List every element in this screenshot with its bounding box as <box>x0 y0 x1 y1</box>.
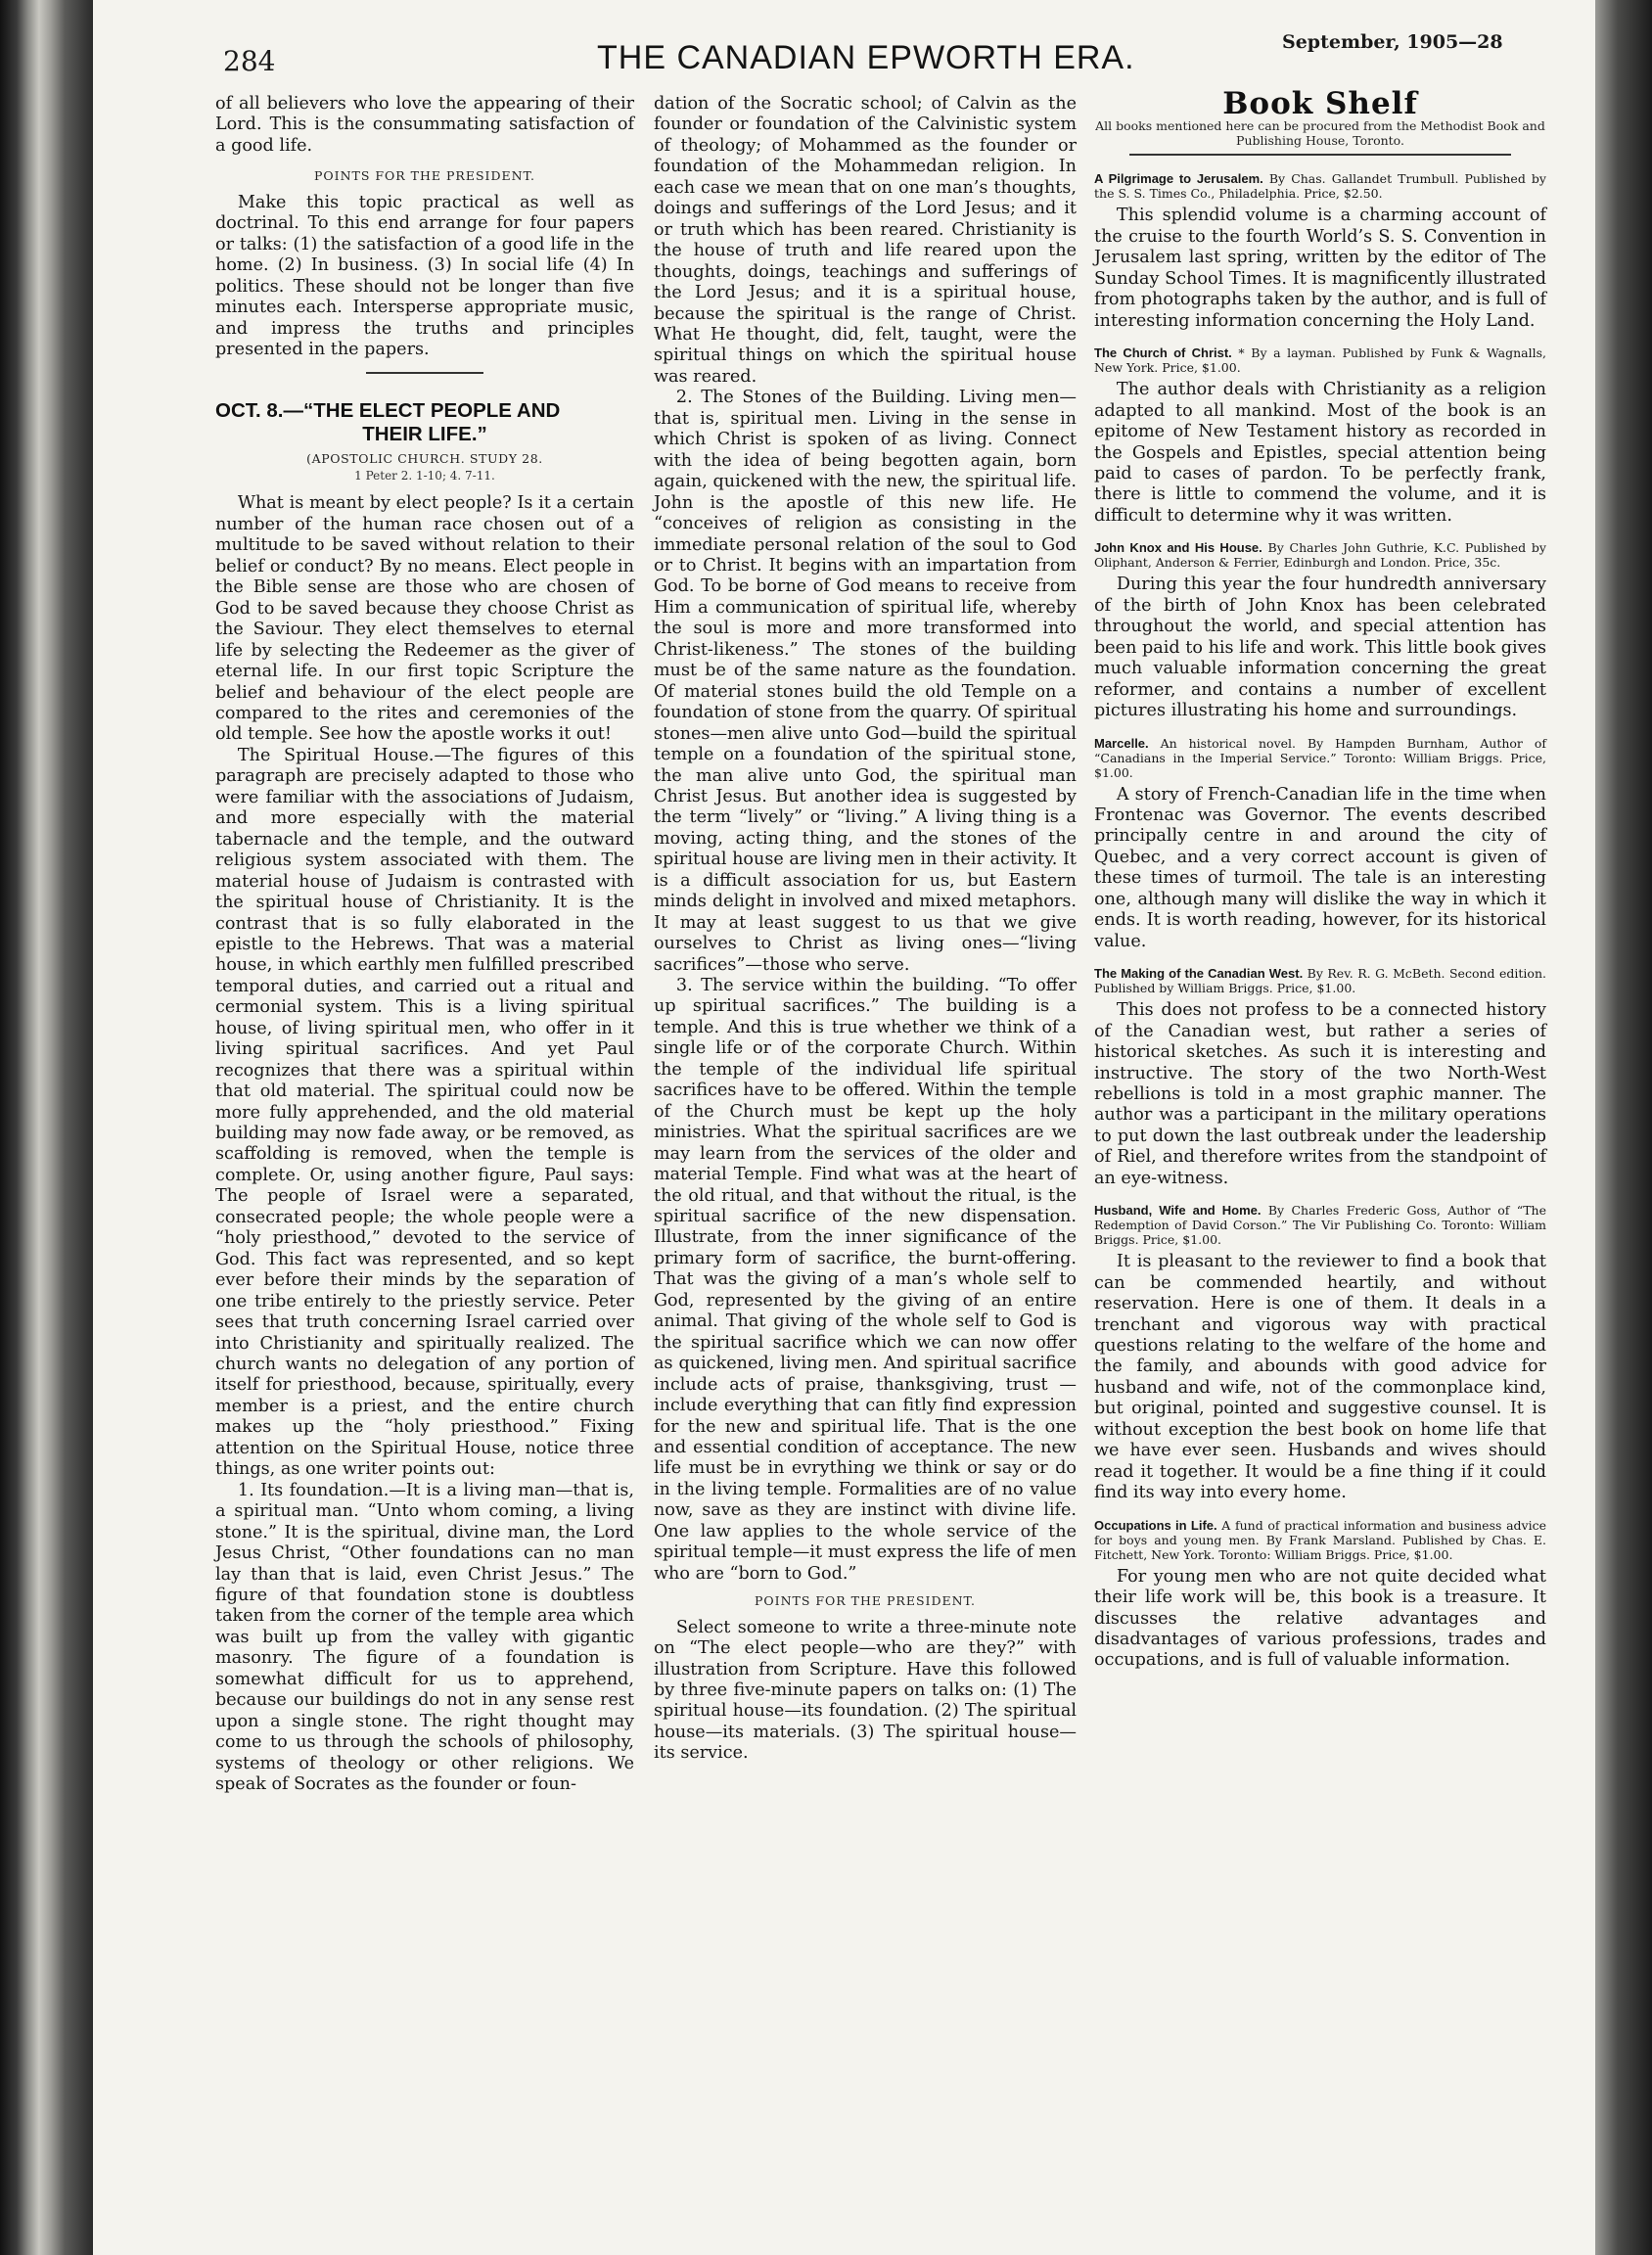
book-review <box>1094 1203 1546 1503</box>
review-body: This splendid volume is a charming account of the cruise to the fourth World’s S. S. Convention in Jerusalem last spring, written by the editor of The Sunday School Times. It is magnificently illustrated from photographs taken by the author, and is full of interesting information concerning the Holy Land. <box>1094 206 1546 331</box>
masthead: THE CANADIAN EPWORTH ERA. <box>597 39 1135 76</box>
book-details: By Chas. Gallandet Trumbull. Published by the S. S. Times Co., Philadelphia. Price, $2.50. <box>1094 171 1546 202</box>
book-details: * By a layman. Published by Funk & Wagnalls, New York. Price, $1.00. <box>1094 345 1547 376</box>
book-title: A Pilgrimage to Jerusalem. <box>1094 171 1263 187</box>
col1-points-text: Make this topic practical as well as doctrinal. To this end arrange for four papers or talks: (1) the satisfaction of a good life in the home. (2) In business. (3) In social life (4) In politics. These should not be longer than five minutes each. Intersperse appropriate music, and impress the truths and principles presented in the papers. <box>215 192 634 359</box>
col2-paragraph-1: dation of the Socratic school; of Calvin as the founder or foundation of the Calvinistic system of theology; of Mohammed as the founder or foundation of the Mohammedan religion. In each case we mean that on one man’s thoughts, doings and sufferings of the Lord Jesus; and it or truth which has been reared. Christianity is the house of truth and life reared upon the thoughts, doings, teachings and sufferings of the Lord Jesus; and it is a spiritual house, because the spiritual is the range of Christ. What He thought, did, felt, taught, were the spiritual things on which the spiritual house was reared. <box>654 94 1077 387</box>
lesson-scripture-ref: 1 Peter 2. 1-10; 4. 7-11. <box>354 469 495 483</box>
book-title: John Knox and His House. <box>1094 540 1262 556</box>
col1-points-heading: POINTS FOR THE PRESIDENT. <box>313 168 536 184</box>
review-list <box>1094 171 1546 1671</box>
book-binding <box>0 0 93 2255</box>
col1-paragraph-2: The Spiritual House.—The figures of this paragraph are precisely adapted to those who were familiar with the associations of Judaism, and more especially with the material tabernacle and the temple, and the outward religious system associated with them. The material house of Judaism is contrasted with the spiritual house of Christianity. It is the contrast that is so fully elaborated in the epistle to the Hebrews. That was a material house, in which earthly men fulfilled prescribed temporal duties, and carried out a ritual and cermonial system. This is a living spiritual house, of living spiritual men, who offer in it living spiritual sacrifices. And yet Paul recognizes that there was a spiritual within that old material. The spiritual could now be more fully apprehended, and the old material building may now fade away, or be removed, as scaffolding is removed, when the temple is complete. Or, using another figure, Paul says: The people of Israel were a separated, consecrated people; the whole people were a “holy priesthood,” devoted to the service of God. This fact was represented, and so kept ever before their minds by the separation of one tribe entirely to the priestly service. Peter sees that truth concerning Israel carried over into Christianity and spiritually realized. The church wants no delegation of any portion of itself for priesthood, because, spiritually, every member is a priest, and the entire church makes up the “holy priesthood.” Fixing attention on the Spiritual House, notice three things, as one writer points out: <box>215 745 634 1480</box>
lesson-subtitle: (APOSTOLIC CHURCH. STUDY 28. <box>306 451 543 467</box>
review-citation <box>1094 540 1546 570</box>
book-details: By Rev. R. G. McBeth. Second edition. Published by William Briggs. Price, $1.00. <box>1094 966 1546 996</box>
book-details: An historical novel. By Hampden Burnham, Author of “Canadians in the Imperial Service.” Toronto: William Briggs. Price, $1.00. <box>1094 735 1546 780</box>
book-title: The Church of Christ. <box>1094 345 1232 361</box>
review-body: The author deals with Christianity as a religion adapted to all mankind. Most of the book is an epitome of New Testament history as recorded in the Gospels and Epistles, special attention being paid to cases of pardon. To be perfectly frank, there is little to commend the volume, and it is difficult to determine why it was written. <box>1094 380 1546 526</box>
review-citation <box>1094 1518 1546 1562</box>
column-2 <box>654 94 1077 1765</box>
book-shelf-intro: All books mentioned here can be procured from the Methodist Book and Publishing House, Toronto. <box>1095 118 1545 149</box>
col1-paragraph-1: What is meant by elect people? Is it a certain number of the human race chosen out of a multitude to be saved without relation to their belief or conduct? By no means. Elect people in the Bible sense are those who are chosen of God to be saved because they choose Christ as the Saviour. They elect themselves to eternal life by selecting the Redeemer as the giver of eternal life. In our first topic Scripture the belief and behaviour of the elect people are compared to the rites and ceremonies of the old temple. See how the apostle works it out! <box>215 493 634 745</box>
book-title: The Making of the Canadian West. <box>1094 966 1304 982</box>
col2-points-text: Select someone to write a three-minute note on “The elect people—who are they?” with illustration from Scripture. Have this followed by three five-minute papers on talks on: (1) The spiritual house—its foundation. (2) The spiritual house—its materials. (3) The spiritual house—its service. <box>654 1617 1077 1764</box>
review-body: It is pleasant to the reviewer to find a book that can be commended heartily, and without reservation. Here is one of them. It deals in a trenchant and vigorous way with practical questions relating to the welfare of the home and the family, and abounds with good advice for husband and wife, not of the commonplace kind, but original, pointed and suggestive counsel. It is without exception the best book on home life that we have ever seen. Husbands and wives should read it together. It would be a fine thing if it could find its way into every home. <box>1094 1252 1546 1503</box>
book-details: By Charles John Guthrie, K.C. Published by Oliphant, Anderson & Ferrier, Edinburgh and London. Price, 35c. <box>1094 540 1546 571</box>
book-review <box>1094 540 1546 721</box>
col1-paragraph-3: 1. Its foundation.—It is a living man—that is, a spiritual man. “Unto whom coming, a living stone.” It is the spiritual, divine man, the Lord Jesus Christ, “Other foundations can no man lay than that is laid, even Christ Jesus.” The figure of that foundation stone is doubtless taken from the corner of the temple area which was built up from the valley with gigantic masonry. The figure of a foundation is somewhat difficult for us to apprehend, because our buildings do not in any sense rest upon a single stone. The right thought may come to us through the schools of philosophy, systems of theology or other religions. We speak of Socrates as the founder or foun- <box>215 1480 634 1795</box>
book-review <box>1094 966 1546 1189</box>
review-citation <box>1094 966 1546 995</box>
book-shelf-heading: Book Shelf <box>1222 86 1418 121</box>
book-review <box>1094 1518 1546 1672</box>
book-details: A fund of practical information and business advice for boys and young men. By Frank Marsland. Published by Chas. E. Fitchett, New York. Toronto: William Briggs. Price, $1.00. <box>1094 1517 1546 1562</box>
book-review <box>1094 345 1546 527</box>
col1-opening: of all believers who love the appearing of their Lord. This is the consummating satisfaction of a good life. <box>215 94 634 156</box>
column-3-book-shelf <box>1094 86 1547 1685</box>
book-title: Husband, Wife and Home. <box>1094 1203 1262 1219</box>
book-details: By Charles Frederic Goss, Author of “The Redemption of David Corson.” The Vir Publishing Co. Toronto: William Briggs. Price, $1.00. <box>1094 1203 1546 1248</box>
lesson-title <box>215 399 634 446</box>
book-review <box>1094 171 1546 332</box>
review-body: For young men who are not quite decided what their life work will be, this book is a treasure. It discusses the relative advantages and disadvantages of various professions, trades and occupations, and is full of valuable information. <box>1094 1566 1546 1671</box>
lesson-title-line-1: OCT. 8.—“THE ELECT PEOPLE AND <box>215 399 561 423</box>
book-title: Marcelle. <box>1094 735 1149 751</box>
book-review <box>1094 736 1546 953</box>
review-body: This does not profess to be a connected history of the Canadian west, but rather a series of historical sketches. As such it is interesting and instructive. The story of the two North-West rebellions is told in a most graphic manner. The author was a participant in the military operations to put down the last outbreak under the leadership of Riel, and therefore writes from the standpoint of an eye-witness. <box>1094 1000 1546 1188</box>
review-citation <box>1094 345 1546 375</box>
book-shelf-divider <box>1129 154 1511 156</box>
dateline: September, 1905—28 <box>1282 31 1503 53</box>
page-number: 284 <box>223 45 276 77</box>
review-body: A story of French-Canadian life in the time when Frontenac was Governor. The events described principally centre in and around the city of Quebec, and a very correct account is given of these times of turmoil. The tale is an interesting one, although many will dislike the way in which it ends. It is worth reading, however, for its historical value. <box>1094 784 1546 951</box>
review-body: During this year the four hundredth anniversary of the birth of John Knox has been celebrated throughout the world, and special attention has been paid to his life and work. This little book gives much valuable information concerning the great reformer, and contains a number of excellent pictures illustrating his home and surroundings. <box>1094 575 1546 721</box>
col2-points-heading: POINTS FOR THE PRESIDENT. <box>754 1593 977 1609</box>
col2-paragraph-3: 3. The service within the building. “To offer up spiritual sacrifices.” The building is a temple. And this is true whether we think of a single life or of the corporate Church. Within the temple of the individual life spiritual sacrifices have to be offered. Within the temple of the Church must be kept up the holy ministries. What the spiritual sacrifices are we may learn from the services of the older and material Temple. Find what was at the heart of the old ritual, and that without the ritual, is the spiritual sacrifice of the new dispensation. Illustrate, from the inner significance of the primary form of sacrifice, the burnt-offering. That was the giving of a man’s whole self to God, represented by the giving of an entire animal. That giving of the whole self to God is the spiritual sacrifice which we can now offer as quickened, living men. And spiritual sacrifice include acts of praise, thanksgiving, trust —include everything that can fitly find expression for the new and spiritual life. That is the one and essential condition of acceptance. The new life must be in evrything we think or say or do in the living temple. Formalities are of no value now, save as they are instinct with divine life. One law applies to the whole service of the spiritual temple—it must express the life of men who are “born to God.” <box>654 976 1077 1584</box>
page-edge-shadow <box>1595 0 1652 2255</box>
review-citation <box>1094 171 1546 201</box>
col2-paragraph-2: 2. The Stones of the Building. Living men—that is, spiritual men. Living in the sense in which Christ is spoken of as living. Connect with the idea of being begotten again, born again, quickened with the new, the spiritual life. John is the apostle of this new life. He “conceives of religion as consisting in the immediate personal relation of the soul to God or to Christ. It begins with an impartation from God. To be borne of God means to receive from Him a communication of spiritual life, whereby the soul is more and more transformed into Christ-likeness.” The stones of the building must be of the same nature as the foundation. Of material stones build the old Temple on a foundation of stone from the quarry. Of spiritual stones—men alive unto God—build the spiritual temple on a foundation of the spiritual stone, the man alive unto God, the spiritual man Christ Jesus. But another idea is suggested by the term “lively” or “living.” A living thing is a moving, acting thing, and the stones of the spiritual house are living men in their activity. It is a difficult association for us, but Eastern minds delight in involved and mixed metaphors. It may at least suggest to us that we give ourselves to Christ as living ones—“living sacrifices”—those who serve. <box>654 388 1077 975</box>
book-title: Occupations in Life. <box>1094 1517 1217 1533</box>
review-citation <box>1094 1203 1546 1247</box>
column-1 <box>215 94 634 1796</box>
review-citation <box>1094 736 1546 780</box>
col1-divider <box>366 372 483 374</box>
lesson-title-line-2: THEIR LIFE.” <box>362 423 487 446</box>
